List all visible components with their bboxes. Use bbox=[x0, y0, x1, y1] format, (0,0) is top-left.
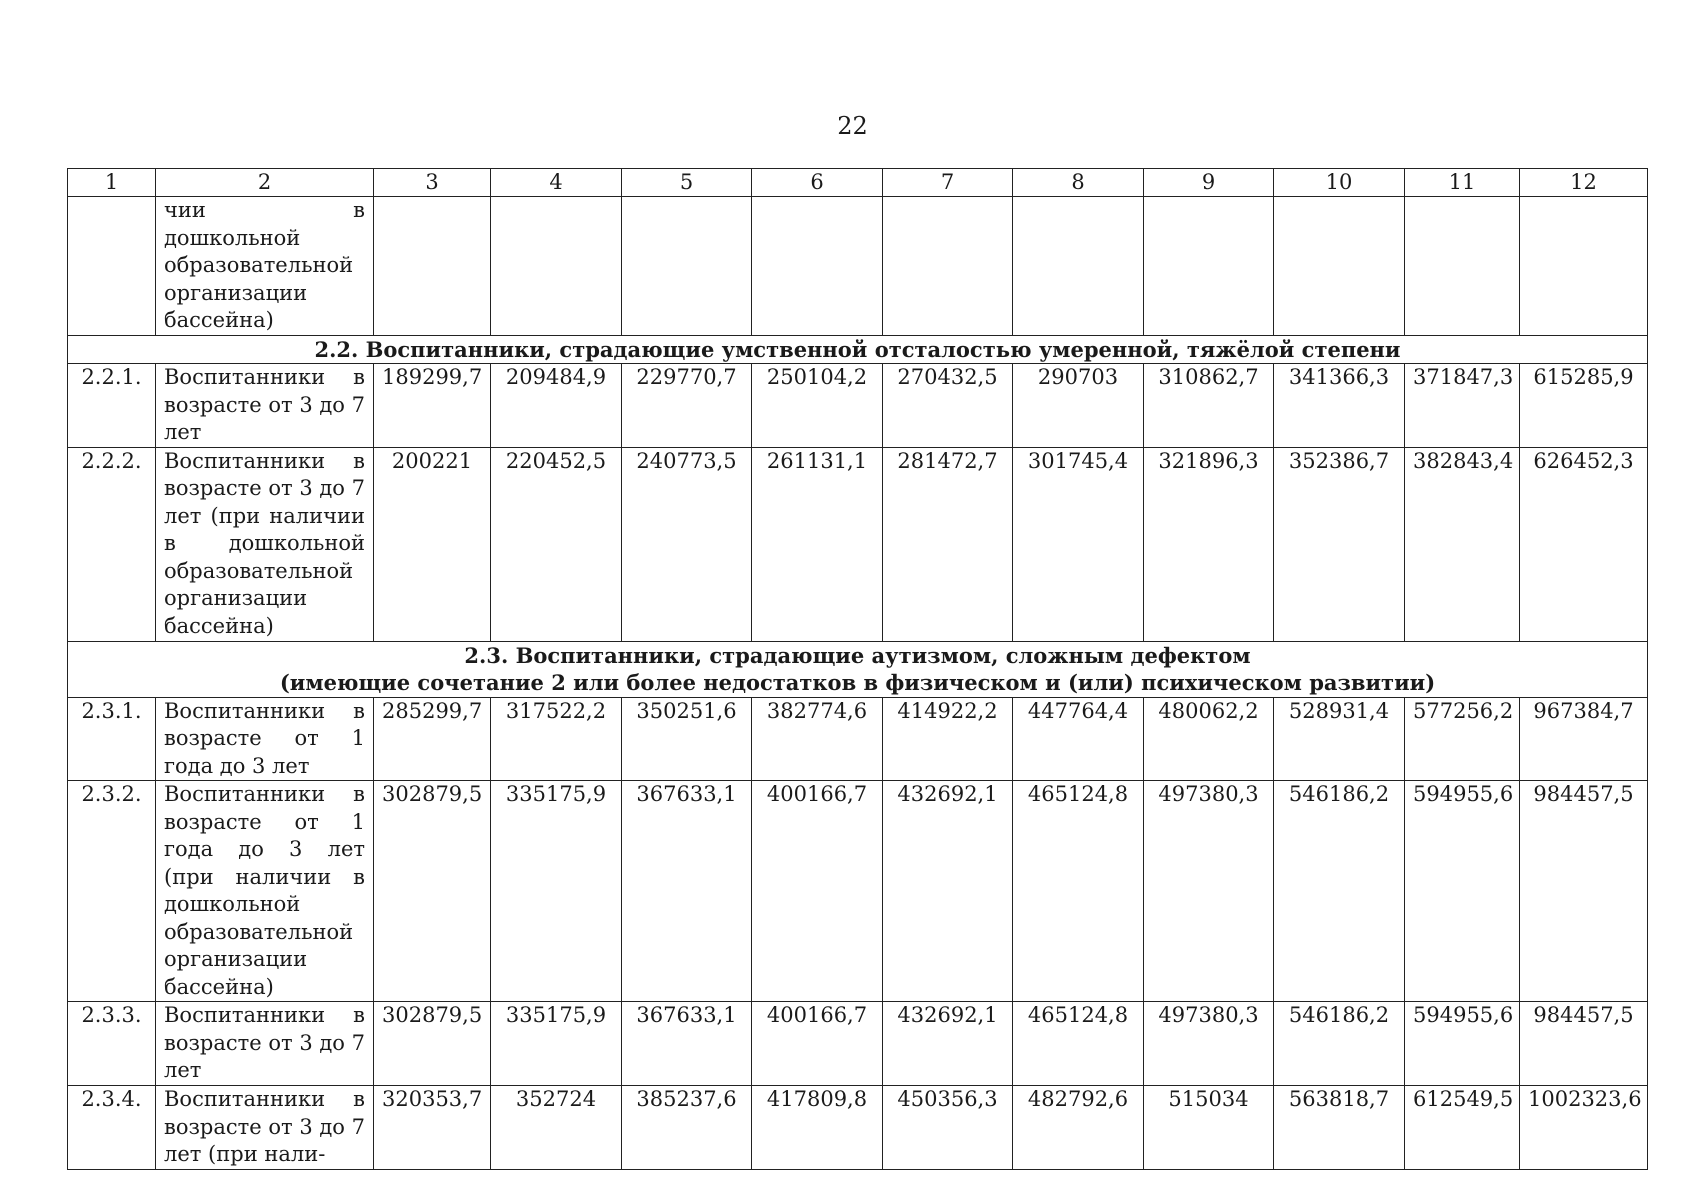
row-description: чии в дошкольной образовательной организации бассейна) bbox=[156, 197, 374, 336]
column-number: 5 bbox=[622, 169, 752, 197]
value-cell: 321896,3 bbox=[1144, 447, 1274, 641]
value-cell: 563818,7 bbox=[1274, 1086, 1405, 1170]
value-cell bbox=[883, 197, 1013, 336]
column-number: 2 bbox=[156, 169, 374, 197]
row-number: 2.3.2. bbox=[68, 781, 156, 1002]
table-row bbox=[68, 1086, 1648, 1170]
value-cell: 465124,8 bbox=[1013, 781, 1144, 1002]
value-cell: 270432,5 bbox=[883, 364, 1013, 448]
page-number: 22 bbox=[837, 112, 868, 140]
value-cell: 189299,7 bbox=[374, 364, 491, 448]
value-cell: 382843,4 bbox=[1405, 447, 1520, 641]
value-cell: 626452,3 bbox=[1520, 447, 1648, 641]
value-cell: 385237,6 bbox=[622, 1086, 752, 1170]
row-description: Воспитанники в возрасте от 3 до 7 лет bbox=[156, 1002, 374, 1086]
value-cell: 594955,6 bbox=[1405, 781, 1520, 1002]
section-title-line: (имеющие сочетание 2 или более недостатков в физическом и (или) психическом развитии) bbox=[279, 670, 1436, 695]
row-description: Воспитанники в возрасте от 3 до 7 лет bbox=[156, 364, 374, 448]
value-cell: 352386,7 bbox=[1274, 447, 1405, 641]
value-cell: 417809,8 bbox=[752, 1086, 883, 1170]
row-number: 2.3.3. bbox=[68, 1002, 156, 1086]
table-row bbox=[68, 197, 1648, 336]
row-number bbox=[68, 197, 156, 336]
value-cell: 414922,2 bbox=[883, 697, 1013, 781]
value-cell: 350251,6 bbox=[622, 697, 752, 781]
row-number: 2.2.1. bbox=[68, 364, 156, 448]
row-number: 2.3.4. bbox=[68, 1086, 156, 1170]
table-row bbox=[68, 781, 1648, 1002]
value-cell: 984457,5 bbox=[1520, 781, 1648, 1002]
value-cell: 465124,8 bbox=[1013, 1002, 1144, 1086]
value-cell: 482792,6 bbox=[1013, 1086, 1144, 1170]
table-row bbox=[68, 697, 1648, 781]
table-row bbox=[68, 447, 1648, 641]
column-number: 7 bbox=[883, 169, 1013, 197]
column-number: 4 bbox=[491, 169, 622, 197]
row-number: 2.3.1. bbox=[68, 697, 156, 781]
value-cell bbox=[374, 197, 491, 336]
column-number: 1 bbox=[68, 169, 156, 197]
row-description: Воспитанники в возрасте от 1 года до 3 лет bbox=[156, 697, 374, 781]
column-number-row bbox=[68, 169, 1648, 197]
value-cell: 352724 bbox=[491, 1086, 622, 1170]
column-number: 10 bbox=[1274, 169, 1405, 197]
column-number: 3 bbox=[374, 169, 491, 197]
value-cell: 229770,7 bbox=[622, 364, 752, 448]
table-row bbox=[68, 1002, 1648, 1086]
value-cell: 367633,1 bbox=[622, 1002, 752, 1086]
value-cell: 335175,9 bbox=[491, 1002, 622, 1086]
value-cell: 400166,7 bbox=[752, 1002, 883, 1086]
value-cell: 497380,3 bbox=[1144, 781, 1274, 1002]
value-cell: 432692,1 bbox=[883, 781, 1013, 1002]
table-row bbox=[68, 364, 1648, 448]
value-cell: 546186,2 bbox=[1274, 1002, 1405, 1086]
value-cell: 382774,6 bbox=[752, 697, 883, 781]
column-number: 12 bbox=[1520, 169, 1648, 197]
value-cell: 320353,7 bbox=[374, 1086, 491, 1170]
value-cell: 984457,5 bbox=[1520, 1002, 1648, 1086]
value-cell: 302879,5 bbox=[374, 781, 491, 1002]
value-cell: 341366,3 bbox=[1274, 364, 1405, 448]
value-cell: 528931,4 bbox=[1274, 697, 1405, 781]
value-cell bbox=[491, 197, 622, 336]
column-number: 11 bbox=[1405, 169, 1520, 197]
value-cell: 310862,7 bbox=[1144, 364, 1274, 448]
value-cell: 515034 bbox=[1144, 1086, 1274, 1170]
value-cell: 317522,2 bbox=[491, 697, 622, 781]
value-cell: 209484,9 bbox=[491, 364, 622, 448]
value-cell: 497380,3 bbox=[1144, 1002, 1274, 1086]
row-description: Воспитанники в возрасте от 3 до 7 лет (при нали- bbox=[156, 1086, 374, 1170]
value-cell: 400166,7 bbox=[752, 781, 883, 1002]
value-cell: 450356,3 bbox=[883, 1086, 1013, 1170]
value-cell: 432692,1 bbox=[883, 1002, 1013, 1086]
value-cell bbox=[752, 197, 883, 336]
value-cell: 371847,3 bbox=[1405, 364, 1520, 448]
value-cell: 612549,5 bbox=[1405, 1086, 1520, 1170]
value-cell: 367633,1 bbox=[622, 781, 752, 1002]
value-cell: 447764,4 bbox=[1013, 697, 1144, 781]
value-cell bbox=[1144, 197, 1274, 336]
value-cell: 250104,2 bbox=[752, 364, 883, 448]
section-title-2-2: 2.2. Воспитанники, страдающие умственной отсталостью умеренной, тяжёлой степени bbox=[68, 335, 1648, 364]
value-cell bbox=[1274, 197, 1405, 336]
value-cell: 335175,9 bbox=[491, 781, 622, 1002]
column-number: 9 bbox=[1144, 169, 1274, 197]
value-cell: 302879,5 bbox=[374, 1002, 491, 1086]
value-cell bbox=[1520, 197, 1648, 336]
tariff-table bbox=[67, 168, 1648, 1170]
value-cell bbox=[622, 197, 752, 336]
column-number: 8 bbox=[1013, 169, 1144, 197]
value-cell: 301745,4 bbox=[1013, 447, 1144, 641]
value-cell: 285299,7 bbox=[374, 697, 491, 781]
value-cell: 967384,7 bbox=[1520, 697, 1648, 781]
value-cell: 220452,5 bbox=[491, 447, 622, 641]
value-cell bbox=[1405, 197, 1520, 336]
value-cell: 480062,2 bbox=[1144, 697, 1274, 781]
section-title-2-3 bbox=[68, 641, 1648, 697]
value-cell: 577256,2 bbox=[1405, 697, 1520, 781]
value-cell: 281472,7 bbox=[883, 447, 1013, 641]
value-cell bbox=[1013, 197, 1144, 336]
value-cell: 546186,2 bbox=[1274, 781, 1405, 1002]
row-description: Воспитанники в возрасте от 3 до 7 лет (при наличии в дошкольной образовательной организации бассейна) bbox=[156, 447, 374, 641]
value-cell: 615285,9 bbox=[1520, 364, 1648, 448]
row-description: Воспитанники в возрасте от 1 года до 3 лет (при наличии в дошкольной образовательной организации бассейна) bbox=[156, 781, 374, 1002]
section-header-row bbox=[68, 641, 1648, 697]
section-title-line: 2.3. Воспитанники, страдающие аутизмом, сложным дефектом bbox=[464, 642, 1251, 668]
value-cell: 261131,1 bbox=[752, 447, 883, 641]
column-number: 6 bbox=[752, 169, 883, 197]
row-number: 2.2.2. bbox=[68, 447, 156, 641]
value-cell: 290703 bbox=[1013, 364, 1144, 448]
value-cell: 594955,6 bbox=[1405, 1002, 1520, 1086]
section-header-row bbox=[68, 335, 1648, 364]
value-cell: 1002323,6 bbox=[1520, 1086, 1648, 1170]
value-cell: 240773,5 bbox=[622, 447, 752, 641]
value-cell: 200221 bbox=[374, 447, 491, 641]
